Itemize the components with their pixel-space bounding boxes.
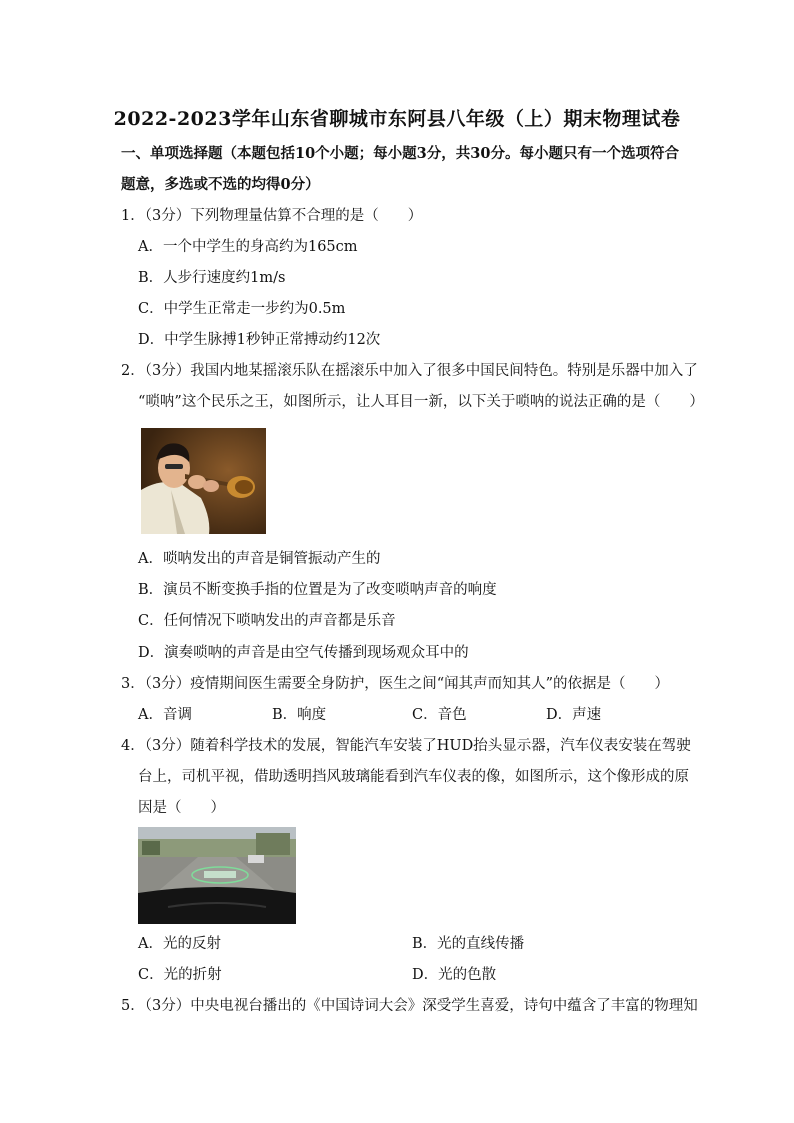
question-5-stem: 5．（3分）中央电视台播出的《中国诗词大会》深受学生喜爱，诗句中蕴含了丰富的物理知 bbox=[121, 998, 698, 1014]
q4-option-c: C．光的折射 bbox=[138, 967, 222, 983]
q3-option-c: C．音色 bbox=[412, 707, 467, 723]
q3-option-a: A．音调 bbox=[138, 707, 192, 723]
question-4-stem-line1: 4．（3分）随着科学技术的发展，智能汽车安装了HUD抬头显示器，汽车仪表安装在驾驶 bbox=[121, 738, 691, 754]
q4-option-b: B．光的直线传播 bbox=[412, 936, 525, 952]
question-3-stem: 3．（3分）疫情期间医生需要全身防护，医生之间“闻其声而知其人”的依据是（ ） bbox=[121, 676, 670, 692]
q4-option-d: D．光的色散 bbox=[412, 967, 497, 983]
q2-option-b: B．演员不断变换手指的位置是为了改变唢呐声音的响度 bbox=[138, 582, 497, 598]
question-2-stem-line2: “唢呐”这个民乐之王，如图所示，让人耳目一新，以下关于唢呐的说法正确的是（ ） bbox=[138, 394, 704, 410]
q2-option-c: C．任何情况下唢呐发出的声音都是乐音 bbox=[138, 613, 396, 629]
q2-option-d: D．演奏唢呐的声音是由空气传播到现场观众耳中的 bbox=[138, 645, 469, 661]
question-2-stem-line1: 2．（3分）我国内地某摇滚乐队在摇滚乐中加入了很多中国民间特色。特别是乐器中加入了 bbox=[121, 363, 698, 379]
q1-option-c: C．中学生正常走一步约为0.5m bbox=[138, 301, 346, 317]
q2-option-a: A．唢呐发出的声音是铜管振动产生的 bbox=[138, 551, 381, 567]
section-heading-line2: 题意，多选或不选的均得0分） bbox=[121, 176, 320, 193]
question-4-stem-line2: 台上，司机平视，借助透明挡风玻璃能看到汽车仪表的像，如图所示，这个像形成的原 bbox=[138, 769, 689, 785]
q3-option-d: D．声速 bbox=[546, 707, 602, 723]
question-1-stem: 1．（3分）下列物理量估算不合理的是（ ） bbox=[121, 208, 423, 224]
page-title: 2022-2023学年山东省聊城市东阿县八年级（上）期末物理试卷 bbox=[113, 108, 681, 130]
q3-option-b: B．响度 bbox=[272, 707, 327, 723]
suona-player-photo bbox=[141, 428, 266, 534]
question-4-stem-line3: 因是（ ） bbox=[138, 800, 225, 816]
q1-option-a: A．一个中学生的身高约为165cm bbox=[138, 239, 358, 255]
hud-windshield-photo bbox=[138, 827, 296, 924]
q1-option-b: B．人步行速度约1m/s bbox=[138, 270, 286, 286]
q4-option-a: A．光的反射 bbox=[138, 936, 221, 952]
q1-option-d: D．中学生脉搏1秒钟正常搏动约12次 bbox=[138, 332, 381, 348]
section-heading-line1: 一、单项选择题（本题包括10个小题；每小题3分，共30分。每小题只有一个选项符合 bbox=[121, 145, 679, 162]
